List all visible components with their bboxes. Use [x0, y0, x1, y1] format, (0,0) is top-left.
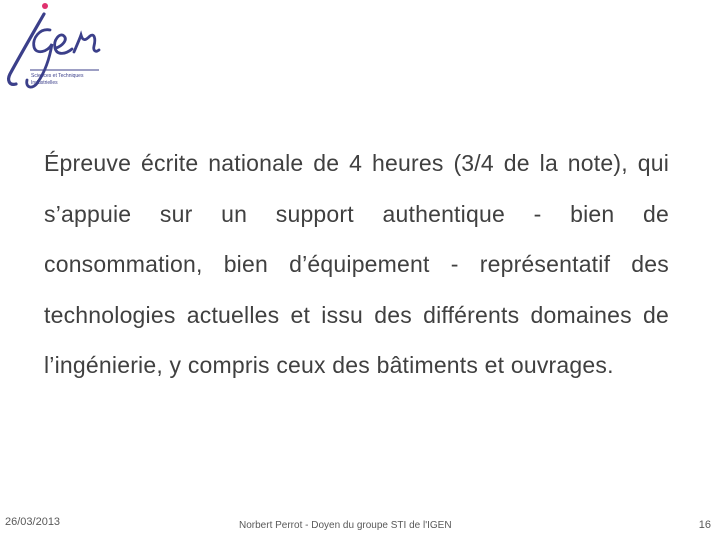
footer-author: Norbert Perrot - Doyen du groupe STI de l'IGEN: [239, 520, 452, 531]
logo-dot: [42, 3, 48, 9]
page-number: 16: [698, 519, 711, 531]
logo-letter-n: [74, 35, 99, 52]
logo-letter-e: [55, 35, 72, 53]
logo-caption: Sciences et Techniques Industrielles: [31, 73, 84, 86]
igen-logo: [0, 0, 110, 95]
slide-body-text: Épreuve écrite nationale de 4 heures (3/4 de la note), qui s’appuie sur un support authentique - bien de consommation, bien d’équipement - représentatif des technologies actuelles et issu des différents domaines de l’ingénierie, y compris ceux des bâtiments et ouvrages.: [44, 150, 669, 378]
footer-date: 26/03/2013: [5, 516, 61, 528]
